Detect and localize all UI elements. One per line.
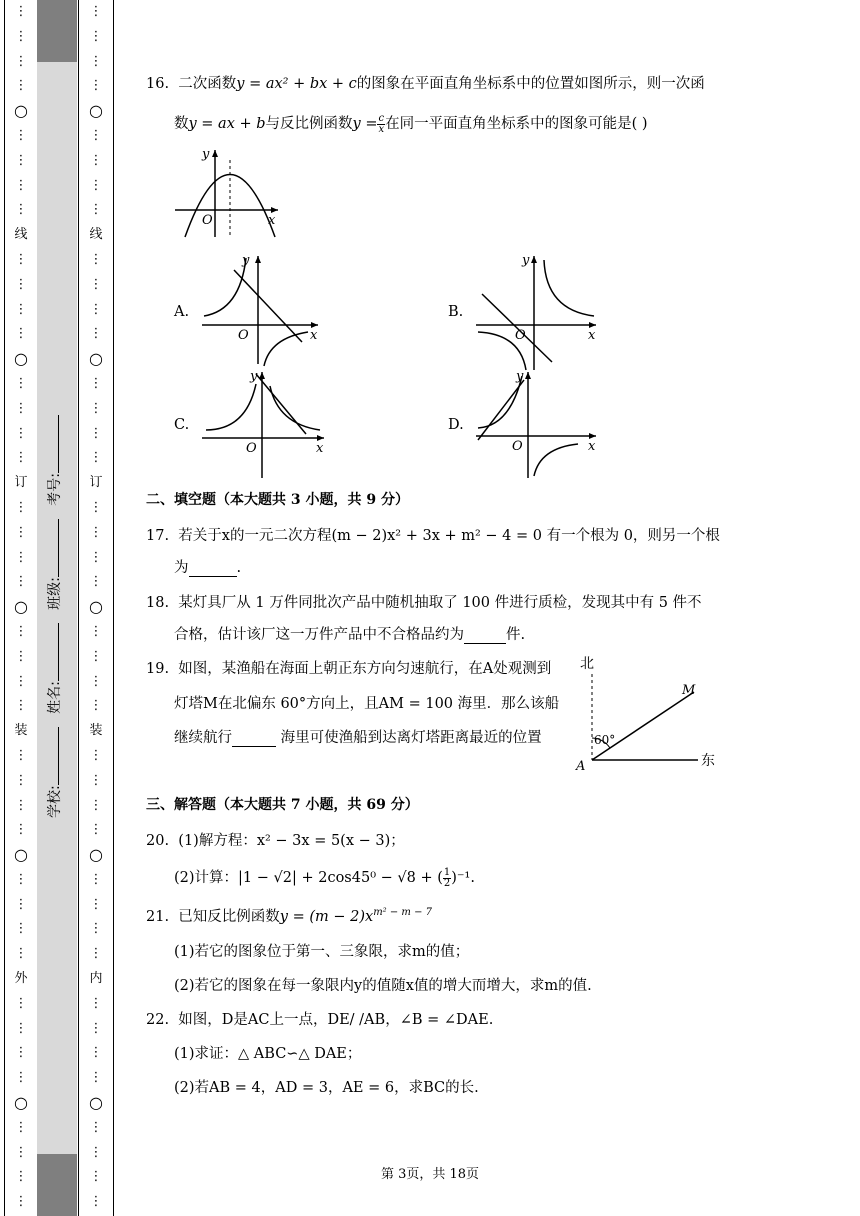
axis-y-label: y <box>202 147 210 162</box>
binding-dots-icon: ⋮ <box>14 202 28 218</box>
q20-frac-num: 1 <box>443 866 451 878</box>
q16-line2 <box>174 112 648 135</box>
binding-word: 装 <box>89 723 103 739</box>
option-d-label[interactable]: D. <box>448 417 464 433</box>
binding-dots-icon: ⋮ <box>14 995 28 1011</box>
axis-x-label: x <box>310 328 318 343</box>
q16-expr-linear: y = ax + b <box>188 116 266 132</box>
origin-label: O <box>512 439 523 454</box>
binding-dots-icon: ⋮ <box>89 177 103 193</box>
axis-y-arrow <box>531 256 537 263</box>
binding-dots-icon: ⋮ <box>89 772 103 788</box>
section-fill-blank-title: 二、填空题（本大题共 3 小题，共 9 分） <box>146 492 409 508</box>
q16-text-d: 与反比例函数 <box>265 116 353 132</box>
binding-dots-icon: ⋮ <box>89 1119 103 1135</box>
axis-x-label: x <box>588 328 596 343</box>
page-footer: 第 3页，共 18页 <box>380 1167 480 1182</box>
binding-dots-icon: ⋮ <box>89 648 103 664</box>
binding-dots-icon: ⋮ <box>89 127 103 143</box>
option-a-graph[interactable] <box>198 252 328 367</box>
binding-dots-icon: ⋮ <box>89 400 103 416</box>
q17-answer-blank[interactable] <box>189 562 237 577</box>
binding-dots-icon: ⋮ <box>14 1045 28 1061</box>
q17-number: 17. <box>146 528 170 544</box>
q17-text: 若关于x的一元二次方程(m − 2)x² + 3x + m² − 4 = 0 有一个根为 0，则另一个根 <box>178 528 720 544</box>
axis-x-label: x <box>316 441 324 456</box>
binding-word: 内 <box>89 971 103 987</box>
axis-x-label: x <box>268 213 276 228</box>
q21-line1 <box>146 905 432 926</box>
option-b-graph[interactable] <box>472 252 604 372</box>
inner-glyph-stack <box>79 0 113 1215</box>
binding-dots-icon: ⋮ <box>89 524 103 540</box>
q16-frac-den: x <box>378 123 385 135</box>
q20-part2-a: (2)计算：|1 − √2| + 2cos45⁰ − √8 + ( <box>174 870 443 886</box>
student-info-fields <box>44 415 64 818</box>
q21-exponent: m² − m − 7 <box>373 907 432 919</box>
binding-dots-icon: ⋮ <box>89 549 103 565</box>
binding-dots-icon: ⋮ <box>89 276 103 292</box>
q22-line3: (2)若AB = 4，AD = 3，AE = 6，求BC的长. <box>174 1080 479 1096</box>
binding-dots-icon: ⋮ <box>14 301 28 317</box>
north-label: 北 <box>580 656 594 672</box>
q19-text-1: 如图，某渔船在海面上朝正东方向匀速航行，在A处观测到 <box>178 661 552 677</box>
axis-y-label: y <box>242 253 250 268</box>
binding-dots-icon: ⋮ <box>89 574 103 590</box>
point-m-label: M <box>682 683 696 698</box>
q19-direction-figure <box>568 652 723 777</box>
binding-dots-icon: ⋮ <box>14 698 28 714</box>
q16-fraction <box>377 114 385 135</box>
q21-text-a: 已知反比例函数 <box>178 909 280 925</box>
binding-circle-icon: ○ <box>89 597 103 617</box>
binding-dots-icon: ⋮ <box>89 921 103 937</box>
binding-circle-icon: ○ <box>89 101 103 121</box>
q19-text-3a: 继续航行 <box>174 730 232 746</box>
binding-dots-icon: ⋮ <box>14 896 28 912</box>
q20-part2-b: )⁻¹. <box>451 870 475 886</box>
binding-dots-icon: ⋮ <box>14 251 28 267</box>
binding-dots-icon: ⋮ <box>89 747 103 763</box>
axis-y-arrow <box>255 256 261 263</box>
binding-dots-icon: ⋮ <box>14 4 28 19</box>
q18-text-2a: 合格，估计该厂这一万件产品中不合格品约为 <box>174 627 464 643</box>
q17-text-2b: . <box>236 560 242 576</box>
binding-dots-icon: ⋮ <box>14 152 28 168</box>
binding-dots-icon: ⋮ <box>14 524 28 540</box>
origin-label: O <box>202 213 213 228</box>
binding-circle-icon: ○ <box>89 349 103 369</box>
q20-line1 <box>146 829 405 850</box>
binding-dots-icon: ⋮ <box>89 78 103 94</box>
binding-dots-icon: ⋮ <box>89 4 103 19</box>
binding-dots-icon: ⋮ <box>14 326 28 342</box>
binding-dots-icon: ⋮ <box>14 871 28 887</box>
option-c-label[interactable]: C. <box>174 417 190 433</box>
binding-dots-icon: ⋮ <box>14 1020 28 1036</box>
q19-line3 <box>174 726 542 747</box>
q16-text-c: 数 <box>174 116 189 132</box>
binding-dots-icon: ⋮ <box>89 896 103 912</box>
binding-dots-icon: ⋮ <box>89 1194 103 1210</box>
q16-frac-num: c <box>378 112 385 124</box>
q22-text: 如图，D是AC上一点，DE/ /AB，∠B = ∠DAE. <box>178 1012 494 1028</box>
q16-expr-inverse: y = <box>352 116 378 132</box>
binding-dots-icon: ⋮ <box>89 946 103 962</box>
name-field[interactable] <box>46 623 59 681</box>
binding-dots-icon: ⋮ <box>14 177 28 193</box>
q22-number: 22. <box>146 1012 170 1028</box>
q18-text: 某灯具厂从 1 万件同批次产品中随机抽取了 100 件进行质检，发现其中有 5 件不 <box>178 595 702 611</box>
outer-binding-column <box>4 0 38 1216</box>
binding-dots-icon: ⋮ <box>14 499 28 515</box>
binding-dots-icon: ⋮ <box>14 127 28 143</box>
q18-line2 <box>174 623 525 644</box>
q20-fraction <box>443 868 451 889</box>
binding-dots-icon: ⋮ <box>14 53 28 69</box>
q18-line1 <box>146 591 702 612</box>
school-label: 学校: <box>47 785 63 818</box>
binding-word: 外 <box>14 971 28 987</box>
binding-dots-icon: ⋮ <box>14 78 28 94</box>
binding-dots-icon: ⋮ <box>89 425 103 441</box>
point-a-label: A <box>576 759 586 774</box>
q16-text-a: 二次函数 <box>178 76 237 92</box>
class-label: 班级: <box>47 577 63 610</box>
binding-dots-icon: ⋮ <box>89 698 103 714</box>
binding-dots-icon: ⋮ <box>14 276 28 292</box>
q17-line2 <box>174 556 241 577</box>
am-line <box>592 692 694 760</box>
axis-y-arrow <box>212 150 218 157</box>
binding-dots-icon: ⋮ <box>14 450 28 466</box>
linear-line <box>478 380 524 440</box>
q21-line2: (1)若它的图象位于第一、三象限，求m的值； <box>174 944 470 960</box>
binding-word: 订 <box>14 475 28 491</box>
q16-parabola-figure <box>170 142 285 242</box>
q19-text-3b: 海里可使渔船到达离灯塔距离最近的位置 <box>276 730 542 746</box>
binding-dots-icon: ⋮ <box>14 747 28 763</box>
q20-number: 20. <box>146 833 170 849</box>
binding-dots-icon: ⋮ <box>89 251 103 267</box>
axis-y-arrow <box>525 372 531 379</box>
origin-label: O <box>238 328 249 343</box>
q16-number: 16. <box>146 76 170 92</box>
binding-circle-icon: ○ <box>14 101 28 121</box>
binding-dots-icon: ⋮ <box>14 772 28 788</box>
inner-binding-column <box>78 0 114 1216</box>
outer-glyph-stack <box>5 0 37 1215</box>
east-label: 东 <box>701 753 715 769</box>
school-field[interactable] <box>46 727 59 785</box>
binding-dots-icon: ⋮ <box>89 202 103 218</box>
angle-label: 60° <box>594 733 616 747</box>
binding-dots-icon: ⋮ <box>14 946 28 962</box>
binding-dots-icon: ⋮ <box>89 1045 103 1061</box>
hyperbola-branch-2 <box>270 386 320 430</box>
binding-dots-icon: ⋮ <box>89 797 103 813</box>
q19-answer-blank[interactable] <box>232 732 276 747</box>
class-field[interactable] <box>46 519 59 577</box>
q19-number: 19. <box>146 661 170 677</box>
binding-dots-icon: ⋮ <box>14 574 28 590</box>
axis-y-label: y <box>522 253 530 268</box>
q20-line2 <box>174 866 475 889</box>
q22-line1 <box>146 1008 493 1029</box>
binding-dots-icon: ⋮ <box>89 499 103 515</box>
axis-y-label: y <box>516 369 524 384</box>
binding-word: 装 <box>14 723 28 739</box>
origin-label: O <box>515 328 526 343</box>
binding-dots-icon: ⋮ <box>89 1070 103 1086</box>
binding-circle-icon: ○ <box>14 1093 28 1113</box>
q16-text-e: 在同一平面直角坐标系中的图象可能是( ) <box>385 116 648 132</box>
q18-number: 18. <box>146 595 170 611</box>
binding-dots-icon: ⋮ <box>14 425 28 441</box>
option-d-graph[interactable] <box>472 368 602 480</box>
q16-expr-quadratic: y = ax² + bx + c <box>236 76 357 92</box>
name-label: 姓名: <box>47 681 63 714</box>
binding-dots-icon: ⋮ <box>89 673 103 689</box>
binding-circle-icon: ○ <box>14 845 28 865</box>
linear-line <box>256 374 306 434</box>
q18-text-2b: 件. <box>506 627 526 643</box>
hyperbola-branch-2 <box>534 444 578 476</box>
strip-top-block <box>37 0 77 62</box>
q17-line1 <box>146 524 720 545</box>
binding-word: 订 <box>89 475 103 491</box>
axis-x-label: x <box>588 439 596 454</box>
binding-dots-icon: ⋮ <box>89 1169 103 1185</box>
hyperbola-branch-1 <box>204 258 246 316</box>
binding-dots-icon: ⋮ <box>14 673 28 689</box>
binding-dots-icon: ⋮ <box>14 1169 28 1185</box>
binding-dots-icon: ⋮ <box>89 301 103 317</box>
q16-line1 <box>146 72 705 93</box>
section-answer-title: 三、解答题（本大题共 7 小题，共 69 分） <box>146 797 419 813</box>
binding-dots-icon: ⋮ <box>14 1194 28 1210</box>
exam-no-field[interactable] <box>46 415 59 473</box>
hyperbola-branch-2 <box>264 332 308 366</box>
binding-dots-icon: ⋮ <box>14 28 28 44</box>
binding-circle-icon: ○ <box>14 349 28 369</box>
binding-dots-icon: ⋮ <box>14 822 28 838</box>
binding-word: 线 <box>14 227 28 243</box>
binding-circle-icon: ○ <box>89 1093 103 1113</box>
binding-dots-icon: ⋮ <box>14 623 28 639</box>
binding-dots-icon: ⋮ <box>14 648 28 664</box>
binding-dots-icon: ⋮ <box>89 822 103 838</box>
binding-dots-icon: ⋮ <box>89 871 103 887</box>
q21-expr: y = (m − 2)x <box>279 909 374 925</box>
hyperbola-branch-1 <box>206 384 256 430</box>
binding-dots-icon: ⋮ <box>14 921 28 937</box>
q20-part1: (1)解方程：x² − 3x = 5(x − 3)； <box>178 833 405 849</box>
binding-circle-icon: ○ <box>89 845 103 865</box>
q20-frac-den: 2 <box>443 877 451 889</box>
hyperbola-branch-1 <box>544 260 594 316</box>
binding-dots-icon: ⋮ <box>14 1119 28 1135</box>
binding-dots-icon: ⋮ <box>89 995 103 1011</box>
binding-dots-icon: ⋮ <box>14 797 28 813</box>
exam-no-label: 考号: <box>47 473 63 506</box>
binding-dots-icon: ⋮ <box>14 375 28 391</box>
binding-word: 线 <box>89 227 103 243</box>
binding-dots-icon: ⋮ <box>89 28 103 44</box>
q22-line2: (1)求证：△ ABC∽△ DAE； <box>174 1046 362 1062</box>
binding-dots-icon: ⋮ <box>89 53 103 69</box>
q19-line2: 灯塔M在北偏东 60°方向上，且AM = 100 海里．那么该船 <box>174 696 560 712</box>
q16-text-b: 的图象在平面直角坐标系中的位置如图所示，则一次函 <box>356 76 705 92</box>
binding-dots-icon: ⋮ <box>89 1020 103 1036</box>
option-b-label[interactable]: B. <box>448 304 464 320</box>
binding-dots-icon: ⋮ <box>89 375 103 391</box>
binding-dots-icon: ⋮ <box>89 326 103 342</box>
binding-dots-icon: ⋮ <box>89 450 103 466</box>
binding-dots-icon: ⋮ <box>89 152 103 168</box>
binding-dots-icon: ⋮ <box>14 1144 28 1160</box>
binding-dots-icon: ⋮ <box>14 1070 28 1086</box>
q18-answer-blank[interactable] <box>464 629 506 644</box>
binding-dots-icon: ⋮ <box>89 623 103 639</box>
option-a-label[interactable]: A. <box>174 304 190 320</box>
axis-y-label: y <box>250 369 258 384</box>
option-c-graph[interactable] <box>198 368 328 480</box>
q21-line3: (2)若它的图象在每一象限内y的值随x值的增大而增大，求m的值. <box>174 978 592 994</box>
binding-circle-icon: ○ <box>14 597 28 617</box>
q19-line1 <box>146 657 551 678</box>
origin-label: O <box>246 441 257 456</box>
binding-dots-icon: ⋮ <box>14 549 28 565</box>
q17-text-2a: 为 <box>174 560 189 576</box>
q21-number: 21. <box>146 909 170 925</box>
binding-dots-icon: ⋮ <box>89 1144 103 1160</box>
binding-dots-icon: ⋮ <box>14 400 28 416</box>
